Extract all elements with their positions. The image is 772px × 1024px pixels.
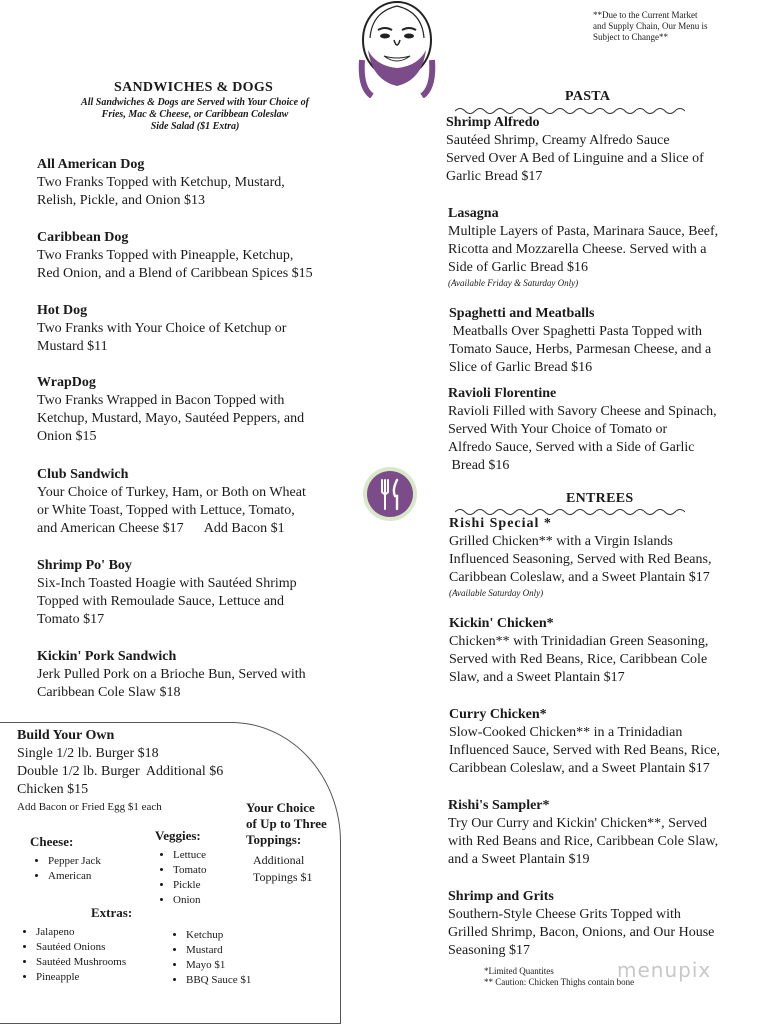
menu-item-caribbean-dog: Caribbean Dog Two Franks Topped with Pineapple, Ketchup, Red Onion, and a Blend of Caribbean Spices $15	[37, 230, 313, 281]
list-item: • Mustard	[186, 943, 251, 958]
sandwiches-section-title: SANDWICHES & DOGS	[114, 80, 274, 95]
menu-item-shrimp-alfredo: Shrimp Alfredo Sautéed Shrimp, Creamy Alfredo Sauce Served Over A Bed of Linguine and a Slice of Garlic Bread $17	[446, 115, 704, 184]
menu-item-club-sandwich: Club Sandwich Your Choice of Turkey, Ham, or Both on Wheat or White Toast, Topped with Lettuce, Tomato, and American Cheese $17 Add Bacon $1	[37, 467, 306, 536]
list-item: • Lettuce	[173, 848, 206, 863]
list-item: • Tomato	[173, 863, 206, 878]
extras-list-right	[168, 928, 251, 988]
topping-choice-note: Your Choice of Up to Three Toppings: Additional Toppings $1	[246, 800, 327, 884]
menu-item-lasagna: Lasagna Multiple Layers of Pasta, Marinara Sauce, Beef, Ricotta and Mozzarella Cheese. Served with a Side of Garlic Bread $16 (Available Friday & Saturday Only)	[448, 206, 719, 288]
menu-item-hot-dog: Hot Dog Two Franks with Your Choice of Ketchup or Mustard $11	[37, 303, 287, 354]
menu-item-shrimp-and-grits: Shrimp and Grits Southern-Style Cheese Grits Topped with Grilled Shrimp, Bacon, Onions, and Our House Seasoning $17	[448, 889, 715, 958]
fork-knife-icon	[362, 466, 418, 522]
chef-logo-illustration	[352, 0, 442, 98]
list-item: • American	[48, 869, 101, 884]
footnotes: *Limited Quantites ** Caution: Chicken Thighs contain bone	[484, 966, 635, 987]
watermark: menupix	[617, 958, 712, 982]
list-item: • Ketchup	[186, 928, 251, 943]
list-item: • Onion	[173, 893, 206, 908]
list-item: • Pepper Jack	[48, 854, 101, 869]
menu-item-rishi-special: Rishi Special * Grilled Chicken** with a Virgin Islands Influenced Seasoning, Served with Red Beans, Caribbean Coleslaw, and a Sweet Plantain $17 (Available Saturday Only)	[449, 516, 712, 598]
menu-item-shrimp-po-boy: Shrimp Po' Boy Six-Inch Toasted Hoagie with Sautéed Shrimp Topped with Remoulade Sauce, Lettuce and Tomato $17	[37, 558, 297, 627]
menu-item-kickin-pork-sandwich: Kickin' Pork Sandwich Jerk Pulled Pork on a Brioche Bun, Served with Caribbean Cole Slaw $18	[37, 649, 306, 700]
veggie-options: Veggies: • Lettuce • Tomato • Pickle • Onion	[155, 828, 206, 908]
build-your-own-header: Build Your Own Single 1/2 lb. Burger $18 Double 1/2 lb. Burger Additional $6 Chicken $15 Add Bacon or Fried Egg $1 each	[17, 728, 224, 813]
list-item: • Pineapple	[36, 970, 126, 985]
cheese-options: Cheese: • Pepper Jack • American	[30, 834, 101, 884]
menu-item-kickin-chicken: Kickin' Chicken* Chicken** with Trinidadian Green Seasoning, Served with Red Beans, Rice, Caribbean Cole Slaw, and a Sweet Plantain $17	[449, 616, 709, 685]
menu-item-spaghetti-and-meatballs: Spaghetti and Meatballs Meatballs Over Spaghetti Pasta Topped with Tomato Sauce, Herbs, Parmesan Cheese, and a Slice of Garlic Bread $16	[449, 306, 712, 375]
pasta-section-title: PASTA	[565, 89, 611, 104]
list-item: • Jalapeno	[36, 925, 126, 940]
menu-item-wrapdog: WrapDog Two Franks Wrapped in Bacon Topped with Ketchup, Mustard, Mayo, Sautéed Peppers, and Onion $15	[37, 375, 305, 444]
list-item: • Sautéed Onions	[36, 940, 126, 955]
extras-title: Extras:	[91, 905, 133, 920]
extras-list-left	[18, 925, 126, 985]
sandwiches-section-note: All Sandwiches & Dogs are Served with Your Choice of Fries, Mac & Cheese, or Caribbean Coleslaw Side Salad ($1 Extra)	[81, 97, 309, 132]
list-item: • Mayo $1	[186, 958, 251, 973]
menu-item-ravioli-florentine: Ravioli Florentine Ravioli Filled with Savory Cheese and Spinach, Served With Your Choice of Tomato or Alfredo Sauce, Served with a Side of Garlic Bread $16	[448, 386, 717, 473]
menu-item-rishis-sampler: Rishi's Sampler* Try Our Curry and Kickin' Chicken**, Served with Red Beans and Rice, Caribbean Cole Slaw, and a Sweet Plantain $19	[448, 798, 719, 867]
menu-item-curry-chicken: Curry Chicken* Slow-Cooked Chicken** in a Trinidadian Influenced Sauce, Served with Red Beans, Rice, Caribbean Coleslaw, and a Sweet Plantain $17	[449, 707, 720, 776]
list-item: • Sautéed Mushrooms	[36, 955, 126, 970]
supply-chain-notice: **Due to the Current Market and Supply Chain, Our Menu is Subject to Change**	[593, 10, 708, 42]
menu-item-all-american-dog: All American Dog Two Franks Topped with Ketchup, Mustard, Relish, Pickle, and Onion $13	[37, 157, 285, 208]
entrees-section-title: ENTREES	[566, 491, 634, 506]
list-item: • BBQ Sauce $1	[186, 973, 251, 988]
list-item: • Pickle	[173, 878, 206, 893]
